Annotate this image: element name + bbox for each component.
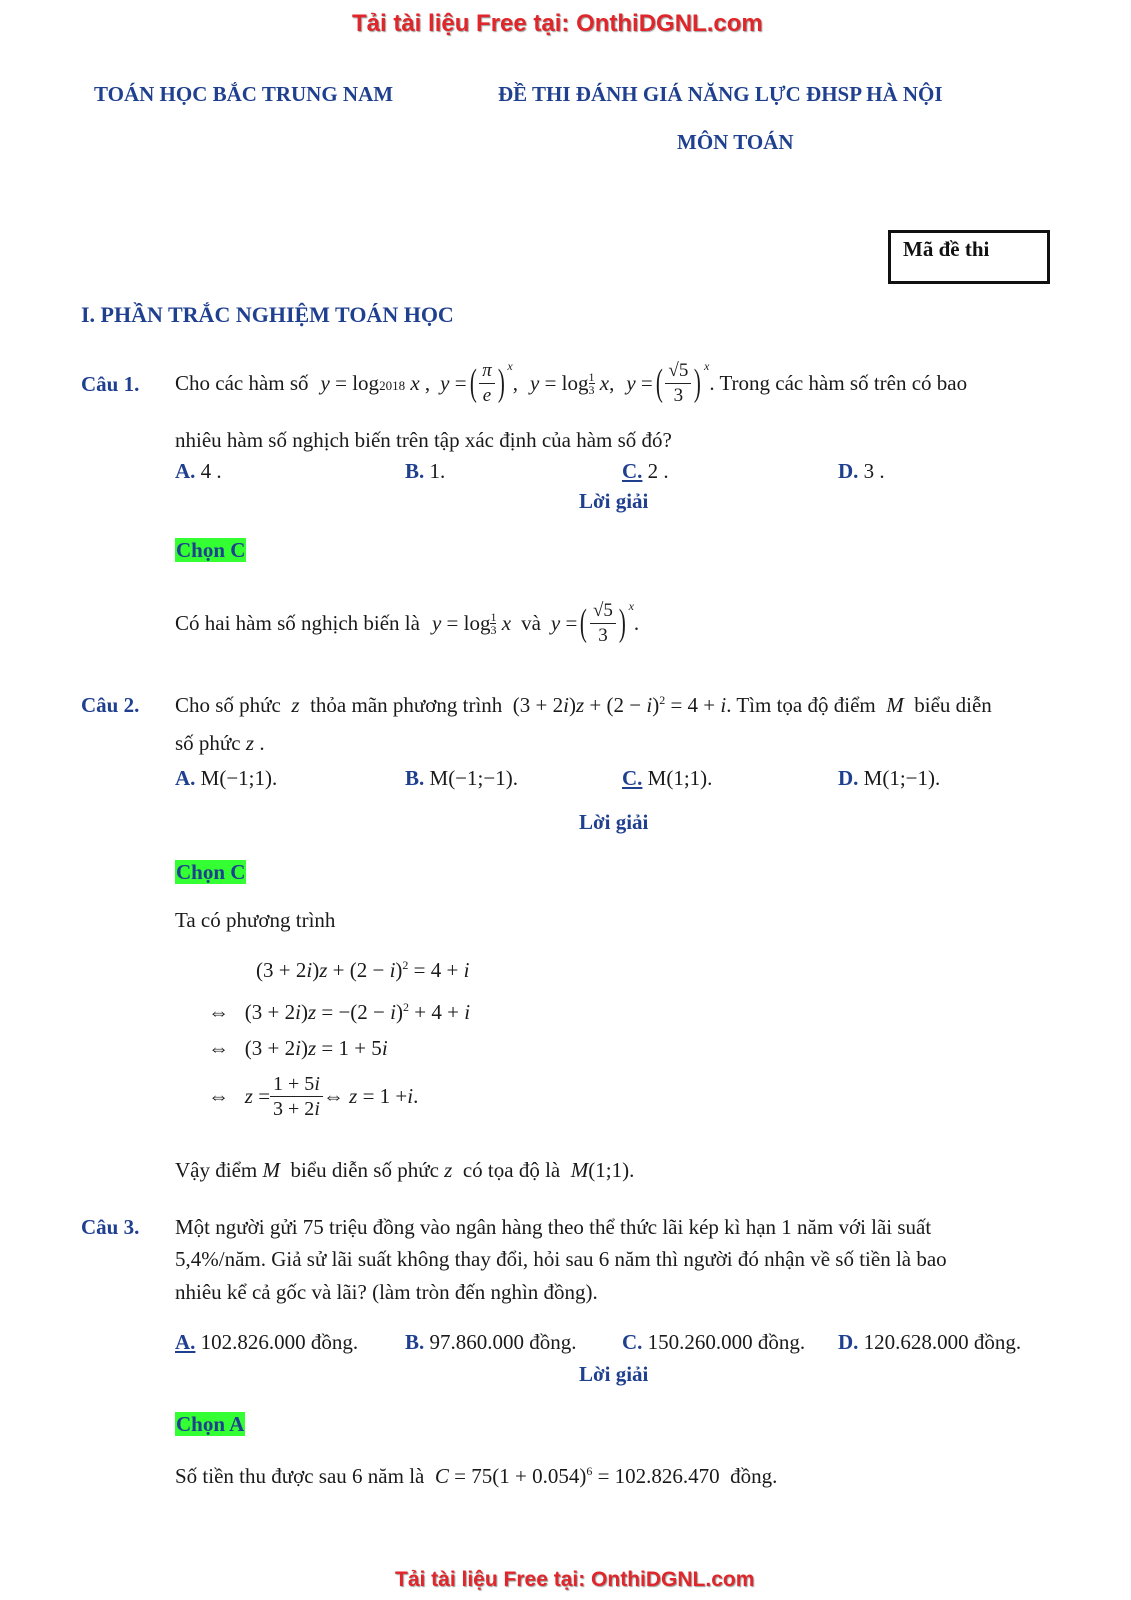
watermark-bottom: Tải tài liệu Free tại: OnthiDGNL.com bbox=[395, 1568, 755, 1591]
header-left: TOÁN HỌC BẮC TRUNG NAM bbox=[94, 82, 394, 106]
q3-option-a: A. 102.826.000 đồng. bbox=[175, 1330, 359, 1354]
q3-label: Câu 3. bbox=[81, 1215, 140, 1239]
exam-code-label: Mã đề thi bbox=[903, 237, 990, 261]
q1-func2: y = ( $\frac{\pi}{e}$ ) $^x$ , bbox=[440, 358, 518, 406]
q2-line2: số phức z . bbox=[175, 731, 265, 755]
q3-option-d: D. 120.628.000 đồng. bbox=[838, 1330, 1022, 1354]
q2-line1: Cho số phức z thỏa mãn phương trình $(3 + 2i)z + (2 - i)^2 = 4 + i$. Tìm tọa độ điểm M biểu diễn bbox=[175, 693, 992, 717]
q3-line2: 5,4%/năm. Giả sử lãi suất không thay đổi, hỏi sau 6 năm thì người đó nhận về số tiền là bao bbox=[175, 1247, 947, 1271]
q1-choice: Chọn C bbox=[176, 538, 246, 562]
q2-step4: ⇔ z = $\frac{1 + 5i}{3 + 2i}$ ⇔ z = 1 + i . bbox=[208, 1072, 419, 1120]
q1-explain-func1: y = log 1 3 x bbox=[431, 609, 512, 637]
q2-option-c: C. M(1;1). bbox=[622, 766, 713, 790]
q1-option-c: C. 2 . bbox=[622, 459, 669, 483]
exam-code-box bbox=[888, 230, 1050, 284]
header-right: ĐỀ THI ĐÁNH GIÁ NĂNG LỰC ĐHSP HÀ NỘI bbox=[498, 82, 943, 106]
q1-label: Câu 1. bbox=[81, 372, 140, 396]
q1-func4: y = ( $\frac{√5}{3}$ ) $^x$ bbox=[626, 358, 710, 406]
q1-intro: Cho các hàm số bbox=[175, 370, 309, 395]
q3-choice: Chọn A bbox=[176, 1412, 245, 1436]
q1-tail: . Trong các hàm số trên có bao bbox=[709, 370, 968, 395]
q2-option-b: B. M(−1;−1). bbox=[405, 766, 518, 790]
q1-func1: y = log2018 x , bbox=[320, 370, 431, 395]
q3-formula: $C = 75(1 + 0.054)^6 = 102.826.470$ bbox=[434, 1464, 725, 1488]
q2-step3: ⇔ (3 + 2i)z = 1 + 5i bbox=[208, 1036, 388, 1060]
q2-label: Câu 2. bbox=[81, 693, 140, 717]
q2-option-a: A. M(−1;1). bbox=[175, 766, 278, 790]
watermark-top: Tải tài liệu Free tại: OnthiDGNL.com bbox=[352, 10, 763, 37]
q1-option-b: B. 1. bbox=[405, 459, 446, 483]
q2-conclusion-point: M(1;1). bbox=[570, 1158, 635, 1182]
q1-solution-label: Lời giải bbox=[579, 489, 649, 513]
q2-solution-label: Lời giải bbox=[579, 810, 649, 834]
q2-explanation: Ta có phương trình bbox=[175, 908, 336, 932]
q2-step2: ⇔ $(3 + 2i)z = -(2 - i)^2 + 4 + i$ bbox=[208, 1000, 471, 1024]
q2-choice: Chọn C bbox=[176, 860, 246, 884]
q2-step1: $(3 + 2i)z + (2 - i)^2 = 4 + i$ bbox=[256, 958, 470, 982]
q1-option-a: A. 4 . bbox=[175, 459, 222, 483]
q1-func3: y = log 1 3 x , bbox=[529, 369, 615, 397]
q3-line3: nhiêu kể cả gốc và lãi? (làm tròn đến nghìn đồng). bbox=[175, 1280, 598, 1304]
q3-explanation: Số tiền thu được sau 6 năm là $C = 75(1 + 0.054)^6 = 102.826.470$ đồng. bbox=[175, 1464, 778, 1488]
q3-line1: Một người gửi 75 triệu đồng vào ngân hàng theo thể thức lãi kép kì hạn 1 năm với lãi suất bbox=[175, 1215, 932, 1239]
q2-option-d: D. M(1;−1). bbox=[838, 766, 941, 790]
q1-option-d: D. 3 . bbox=[838, 459, 885, 483]
q1-line2: nhiêu hàm số nghịch biến trên tập xác định của hàm số đó? bbox=[175, 428, 672, 452]
section-title: I. PHẦN TRẮC NGHIỆM TOÁN HỌC bbox=[81, 302, 454, 327]
q1-line1 bbox=[175, 350, 967, 416]
q1-explanation: Có hai hàm số nghịch biến là y = log 1 3 x và y = ( $\frac{√5}{3}$ ) $^x$ . bbox=[175, 598, 640, 646]
q2-conclusion: Vậy điểm M biểu diễn số phức z có tọa độ là M(1;1). bbox=[175, 1158, 635, 1182]
q3-option-b: B. 97.860.000 đồng. bbox=[405, 1330, 577, 1354]
header-subject: MÔN TOÁN bbox=[677, 130, 794, 154]
q2-equation: $(3 + 2i)z + (2 - i)^2 = 4 + i$ bbox=[507, 693, 727, 717]
q1-explain-func2: y = ( $\frac{√5}{3}$ ) $^x$ . bbox=[550, 598, 640, 646]
q3-option-c: C. 150.260.000 đồng. bbox=[622, 1330, 806, 1354]
q3-solution-label: Lời giải bbox=[579, 1362, 649, 1386]
